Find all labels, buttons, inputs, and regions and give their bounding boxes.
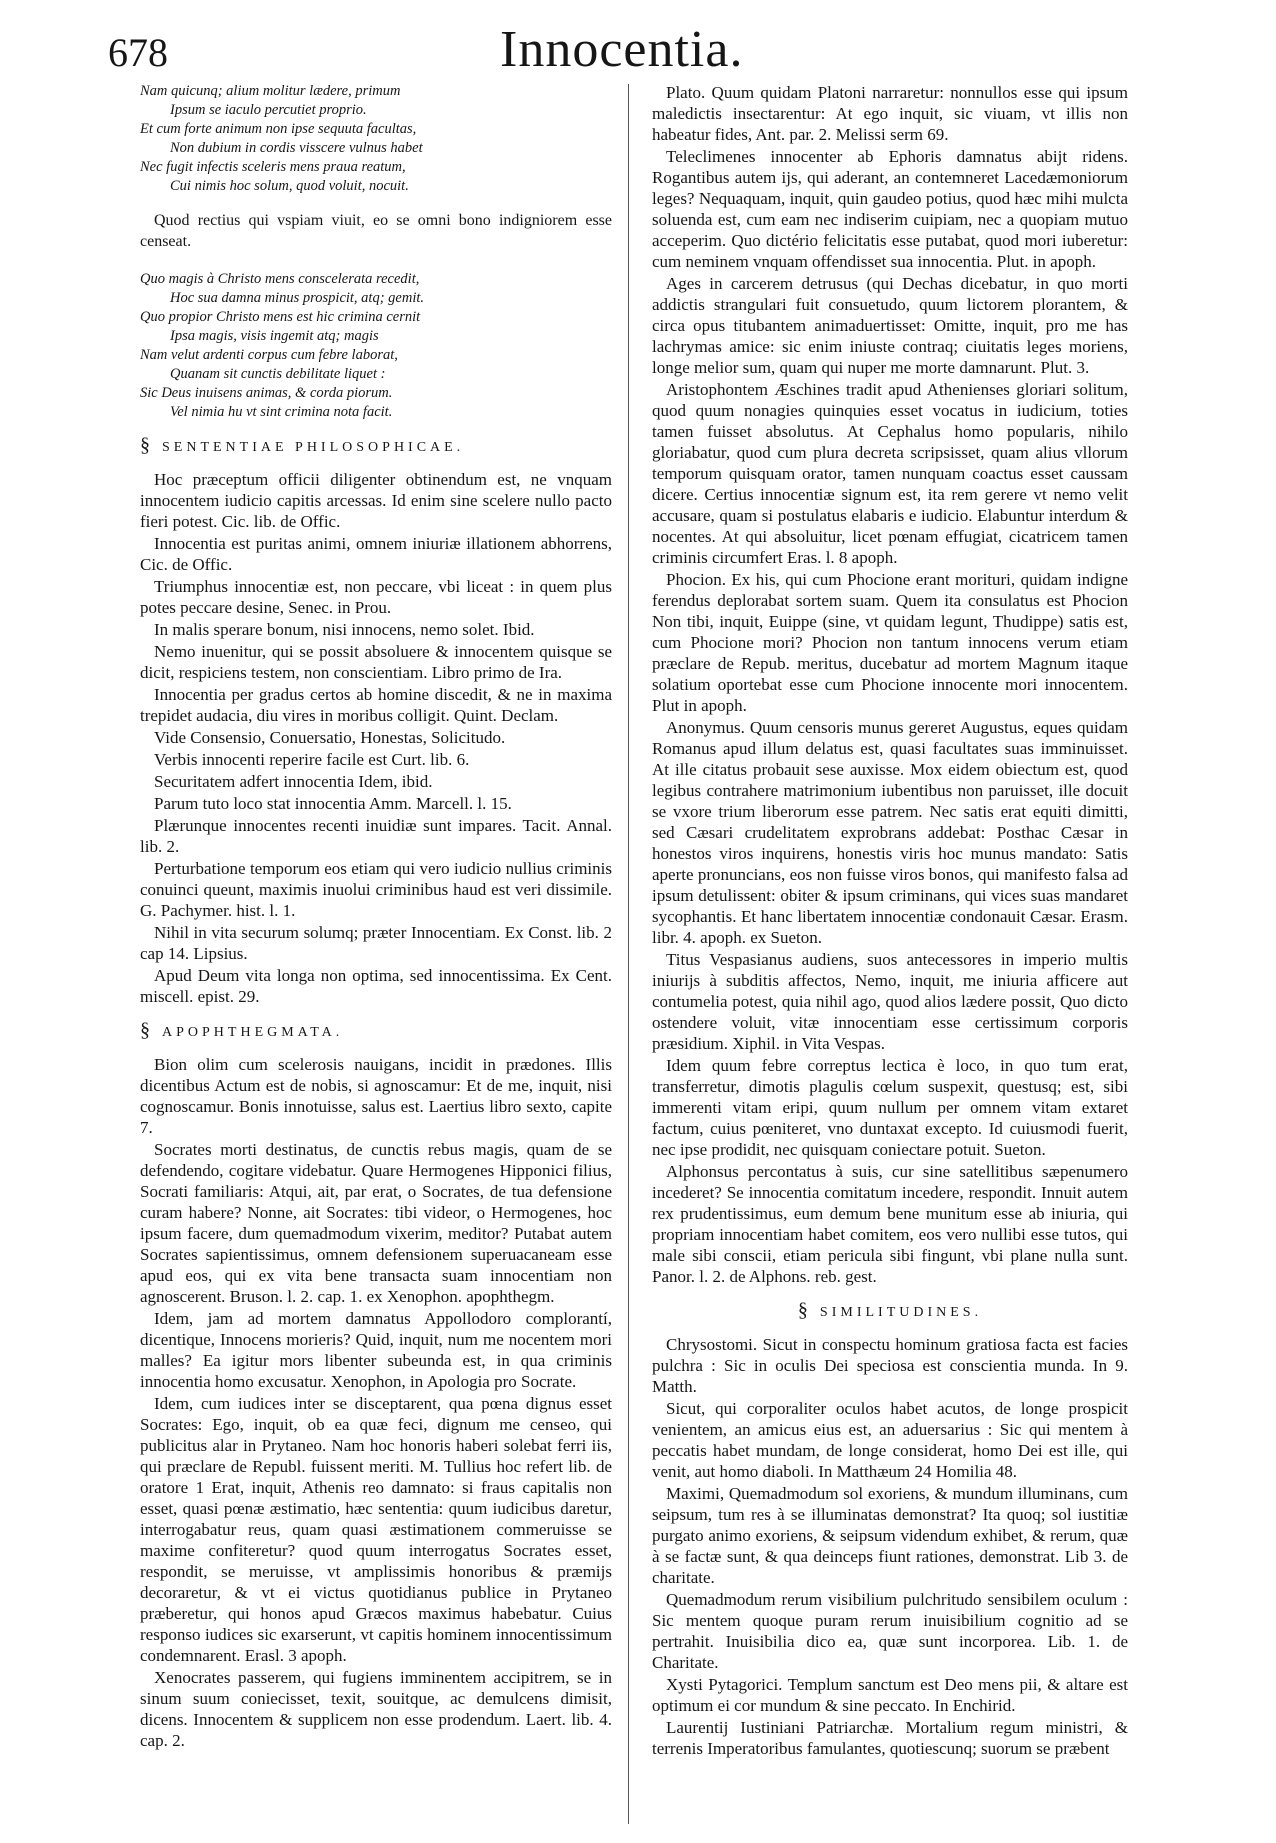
sententia: Verbis innocenti reperire facile est Curt. lib. 6.	[154, 750, 470, 769]
apophthegm: Alphonsus percontatus à suis, cur sine satellitibus sæpenumero incederet? Se innocentia comitatum incedere, respondit. Innuit autem rex prudentissimus, eum demum bene munitum esse ab iniuria, qui propriam innocentiam habet comitem, eos vero nullibi esse tutos, qui male sibi conscii, etiam pericula sibi fingunt, vbi plane nulla sunt. Panor. l. 2. de Alphons. reb. gest.	[652, 1162, 1128, 1286]
apophthegm: Idem quum febre correptus lectica è loco, in quo tum erat, transferretur, dimotis plagulis cœlum suspexit, questusq; est, sibi immerenti vitam eripi, quum nullum per omnem vitam extaret factum, cuius pœniteret, vno duntaxat excepto. Id cuiusmodi fuerit, nec ipse prodidit, nec quisquam coniectare potuit. Sueton.	[652, 1056, 1128, 1159]
apophthegm: Bion olim cum scelerosis nauigans, incidit in prædones. Illis dicentibus Actum est de nobis, si agnoscamur: Et de me, inquit, nisi cognoscamur. Bonis innotuisse, salus est. Laertius libro sexto, capite 7.	[140, 1055, 612, 1137]
verse-note: Quod rectius qui vspiam viuit, eo se omni bono indigniorem esse censeat.	[140, 212, 612, 250]
verse-line: Sic Deus inuisens animas, & corda piorum.	[140, 385, 393, 401]
similitudo: Xysti Pytagorici. Templum sanctum est Deo mens pii, & altare est optimum ei cor mundum & sine peccato. In Enchirid.	[652, 1675, 1128, 1715]
sententia: Perturbatione temporum eos etiam qui vero iudicio nullius criminis conuinci queunt, maximis inuolui criminibus haud est veri dissimile. G. Pachymer. hist. l. 1.	[140, 859, 612, 920]
verse-line: Vel nimia hu vt sint crimina nota facit.	[170, 404, 393, 420]
verse-line: Quo magis à Christo mens conscelerata recedit,	[140, 271, 420, 287]
sententia: Innocentia est puritas animi, omnem iniuriæ illationem abhorrens, Cic. de Offic.	[140, 534, 612, 574]
verse-line: Cui nimis hoc solum, quod voluit, nocuit.	[170, 178, 409, 194]
sententia: Nihil in vita securum solumq; præter Innocentiam. Ex Const. lib. 2 cap 14. Lipsius.	[140, 923, 612, 963]
sententia: Apud Deum vita longa non optima, sed innocentissima. Ex Cent. miscell. epist. 29.	[140, 966, 612, 1006]
pilcrow-icon: §	[140, 1019, 150, 1041]
similitudo: Chrysostomi. Sicut in conspectu hominum gratiosa facta est facies pulchra : Sic in oculis Dei speciosa est conscientia munda. In 9. Matth.	[652, 1335, 1128, 1396]
sententia: Vide Consensio, Conuersatio, Honestas, Solicitudo.	[154, 728, 506, 747]
verse-line: Hoc sua damna minus prospicit, atq; gemit.	[170, 290, 425, 306]
similitudo: Quemadmodum rerum visibilium pulchritudo sensibilem oculum : Sic mentem quoque puram rerum inuisibilium cognitio ad se pertrahit. Inuisibilia dico ea, quæ sunt incorporea. Lib. 1. de Charitate.	[652, 1590, 1128, 1672]
apophthegm: Ages in carcerem detrusus (qui Dechas dicebatur, in quo morti addictis strangulari fuit consuetudo, quum lictorem plorantem, & circa opus titubantem animaduertisset: Omitte, inquit, pro me has lachrymas amice: sic enim iniuste contraq; ciuitatis leges moriens, longe melior sum, quam qui nuper me morte damnarunt. Plut. 3.	[652, 274, 1128, 377]
column-divider	[628, 84, 629, 1824]
sententia: In malis sperare bonum, nisi innocens, nemo solet. Ibid.	[154, 620, 535, 639]
sententia: Triumphus innocentiæ est, non peccare, vbi liceat : in quem plus potes peccare desine, Senec. in Prou.	[140, 577, 612, 617]
apophthegm: Anonymus. Quum censoris munus gereret Augustus, eques quidam Romanus apud illum delatus est, quasi facultates suas imminuisset. At ille citatus probauit sese auxisse. Mox eidem obiectum est, quod legibus contrahere matrimonium iubentibus non paruisset, ille docuit se vxore trium liberorum esse patrem. Nec satis erat equiti dimitti, sed Cæsari crudelitatem exprobrans addebat: Posthac Cæsar in honestos viros inquirens, honestis viris hoc munus mandato: Satis aperte pronuncians, eos non fuisse viros bonos, qui manifesto falsa ad ipsum detulissent: obiter & ipsum criminans, qui vices suas mandaret sycophantis. Et hanc libertatem innocentiæ condonauit Cæsar. Erasm. libr. 4. apoph. ex Sueton.	[652, 718, 1128, 947]
apophthegm: Phocion. Ex his, qui cum Phocione erant morituri, quidam indigne ferendus deplorabat sortem suam. Quem ita consulatus est Phocion Non tibi, inquit, Euippe (sine, vt quidam legunt, Thudippe) satis est, cum Phocione mori? Phocion non tantum innocens verum etiam præclare de Repub. meritus, ducebatur ad mortem Magnum itaque solatium oportebat esse cum Phocione innocente mori innocentem. Plut in apoph.	[652, 570, 1128, 715]
apophthegm: Idem, cum iudices inter se disceptarent, qua pœna dignus esset Socrates: Ego, inquit, ob ea quæ feci, dignum me censeo, qui publicitus alar in Prytaneo. Nam hoc honoris haberi solebat ferri iis, qui præclare de Republ. fuissent meriti. M. Tullius hoc refert lib. de oratore 1 Erat, inquit, Athenis reo damnato: si fraus capitalis non esset, quasi pœnæ æstimatio, hæc sententia: quum iudicibus daretur, interrogabatur reus, quam quasi æstimationem commeruisse se maxime confiteretur? quod quum interrogatus Socrates esset, respondit, se meruisse, vt amplissimis honoribus & præmijs decoraretur, & vt ei victus quotidianus publice in Prytaneo præberetur, qui honos apud Græcos maximus habebatur. Cuius responso iudices sic exarserunt, vt capitis hominem innocentissimum condemnarent. Erasl. 3 apoph.	[140, 1394, 612, 1665]
apophthegm: Aristophontem Æschines tradit apud Athenienses gloriari solitum, quod quum nonagies quinquies esset vocatus in iudicium, toties tamen fuisset absolutus. At Cephalus homo popularis, nihilo gloriabatur, quod cum plura decreta scripsisset, quam alius vllorum temporum quisquam orator, tamen nunquam coactus esset caussam dicere. Certius innocentiæ signum est, ita rem gerere vt nemo velit accusare, quam si postulatus elabaris e iudicio. Elabuntur interdum & nocentes. At qui absoluitur, licet pœnam effugiat, cicatricem tamen criminis circumfert Eras. l. 8 apoph.	[652, 380, 1128, 567]
verse-line: Quo propior Christo mens est hic crimina cernit	[140, 309, 421, 325]
section-heading-apophthegmata: § APOPHTHEGMATA.	[140, 1019, 344, 1041]
verse-line: Nec fugit infectis sceleris mens praua reatum,	[140, 159, 406, 175]
apophthegm: Xenocrates passerem, qui fugiens imminentem accipitrem, se in sinum suum coniecisset, texit, souitque, ac demulcens dimisit, dicens. Innocentem & supplicem non esse prodendum. Laert. lib. 4. cap. 2.	[140, 1668, 612, 1750]
sententia: Parum tuto loco stat innocentia Amm. Marcell. l. 15.	[154, 794, 512, 813]
similitudo: Laurentij Iustiniani Patriarchæ. Mortalium regum ministri, & terrenis Imperatoribus famulantes, quotiescunq; suorum se præbent	[652, 1718, 1128, 1758]
verse-line: Quanam sit cunctis debilitate liquet :	[170, 366, 386, 382]
verse-line: Non dubium in cordis visscere vulnus habet	[170, 140, 423, 156]
apophthegm: Plato. Quum quidam Platoni narraretur: nonnullos esse qui ipsum maledictis insectarentur: At ego inquit, sic viuam, vt illis non habeatur fides, Ant. par. 2. Melissi serm 69.	[652, 83, 1128, 144]
apophthegm: Socrates morti destinatus, de cunctis rebus magis, quam de se defendendo, cogitare videbatur. Quare Hermogenes Hipponici filius, Socrati familiaris: Atqui, ait, par erat, o Socrates, de tua defensione curam habere? Nonne, ait Socrates: tibi videor, o Hermogenes, hoc ipsum facere, dum quemadmodum vixerim, meditor? Putabat autem Socrates sapientissimus, omnem defensionem superuacaneam esse apud eos, qui ex vita bene transacta suam innocentiam non agnoscerent. Bruson. l. 2. cap. 1. ex Xenophon. apophthegm.	[140, 1140, 612, 1306]
sententia: Innocentia per gradus certos ab homine discedit, & ne in maxima trepidet audacia, diu vires in moribus colligit. Quint. Declam.	[140, 685, 612, 725]
apophthegm: Idem, jam ad mortem damnatus Appollodoro complorantí, dicentique, Innocens morieris? Quid, inquit, num me nocentem mori malles? Ea igitur mors libenter subeunda est, in qua criminis innocentia homo excusatur. Xenophon, in Apologia pro Socrate.	[140, 1309, 612, 1391]
section-heading-sententiae: § SENTENTIAE PHILOSOPHICAE.	[140, 434, 465, 456]
left-column	[140, 82, 612, 1752]
verse-line: Ipsa magis, visis ingemit atq; magis	[170, 328, 379, 344]
apophthegm: Teleclimenes innocenter ab Ephoris damnatus abijt ridens. Rogantibus autem ijs, qui aderant, an contemneret Lacedæmoniorum leges? Nequaquam, inquit, quin gaudeo potius, quod hæc mihi mulcta soluenda est, cum eam nec indiserim cuipiam, nec a quopiam mutuo acceperim. Quo dictério felicitatis esse putabat, quod mori iuberetur: cum neminem vnquam offendisset sua innocentia. Plut. in apoph.	[652, 147, 1128, 271]
verse-line: Et cum forte animum non ipse sequuta facultas,	[140, 121, 417, 137]
sententia: Securitatem adfert innocentia Idem, ibid.	[154, 772, 433, 791]
section-heading-similitudines: § SIMILITUDINES.	[797, 1299, 983, 1321]
pilcrow-icon: §	[140, 434, 150, 456]
running-head: Innocentia.	[500, 21, 744, 78]
sententia: Hoc præceptum officii diligenter obtinendum est, ne vnquam innocentem iudicio capitis arcessas. Id enim sine scelere nullo pacto fieri potest. Cic. lib. de Offic.	[140, 470, 612, 531]
verse-line: Ipsum se iaculo percutiet proprio.	[170, 102, 367, 118]
sententia: Nemo inuenitur, qui se possit absoluere & innocentem quisque se dicit, respiciens testem, non conscientiam. Libro primo de Ira.	[140, 642, 612, 682]
similitudo: Sicut, qui corporaliter oculos habet acutos, de longe prospicit venientem, an amicus eius est, an aduersarius : Sic qui mentem à peccatis habet mundam, de longe considerat, homo Dei est ille, qui venit, aut homo diaboli. In Matthæum 24 Homilia 48.	[652, 1399, 1128, 1481]
right-column	[652, 82, 1128, 1760]
verse-line: Nam quicunq; alium molitur lædere, primum	[140, 83, 401, 99]
page-number: 678	[108, 30, 168, 75]
similitudo: Maximi, Quemadmodum sol exoriens, & mundum illuminans, cum seipsum, tum res à se illuminatas demonstrat? Ita quoq; sol iustitiæ purgato animo exoriens, & seipsum videndum exhibet, & rerum, quæ à se factæ sunt, & qua deinceps fiunt rationes, demonstrat. Lib 3. de charitate.	[652, 1484, 1128, 1587]
verse-line: Nam velut ardenti corpus cum febre laborat,	[140, 347, 398, 363]
verse-block-1	[140, 82, 612, 196]
pilcrow-icon: §	[797, 1299, 808, 1321]
sententia: Plærunque innocentes recenti inuidiæ sunt impares. Tacit. Annal. lib. 2.	[140, 816, 612, 856]
verse-block-2	[140, 270, 612, 422]
apophthegm: Titus Vespasianus audiens, suos antecessores in imperio multis iniurijs à subditis affectos, Nemo, inquit, me iniuria afficere aut contumelia potest, quia nihil ago, quod alios lædere possit, Quo dicto ostendere voluit, vitæ innocentiam esse certissimum corporis præsidium. Xiphil. in Vita Vespas.	[652, 950, 1128, 1053]
